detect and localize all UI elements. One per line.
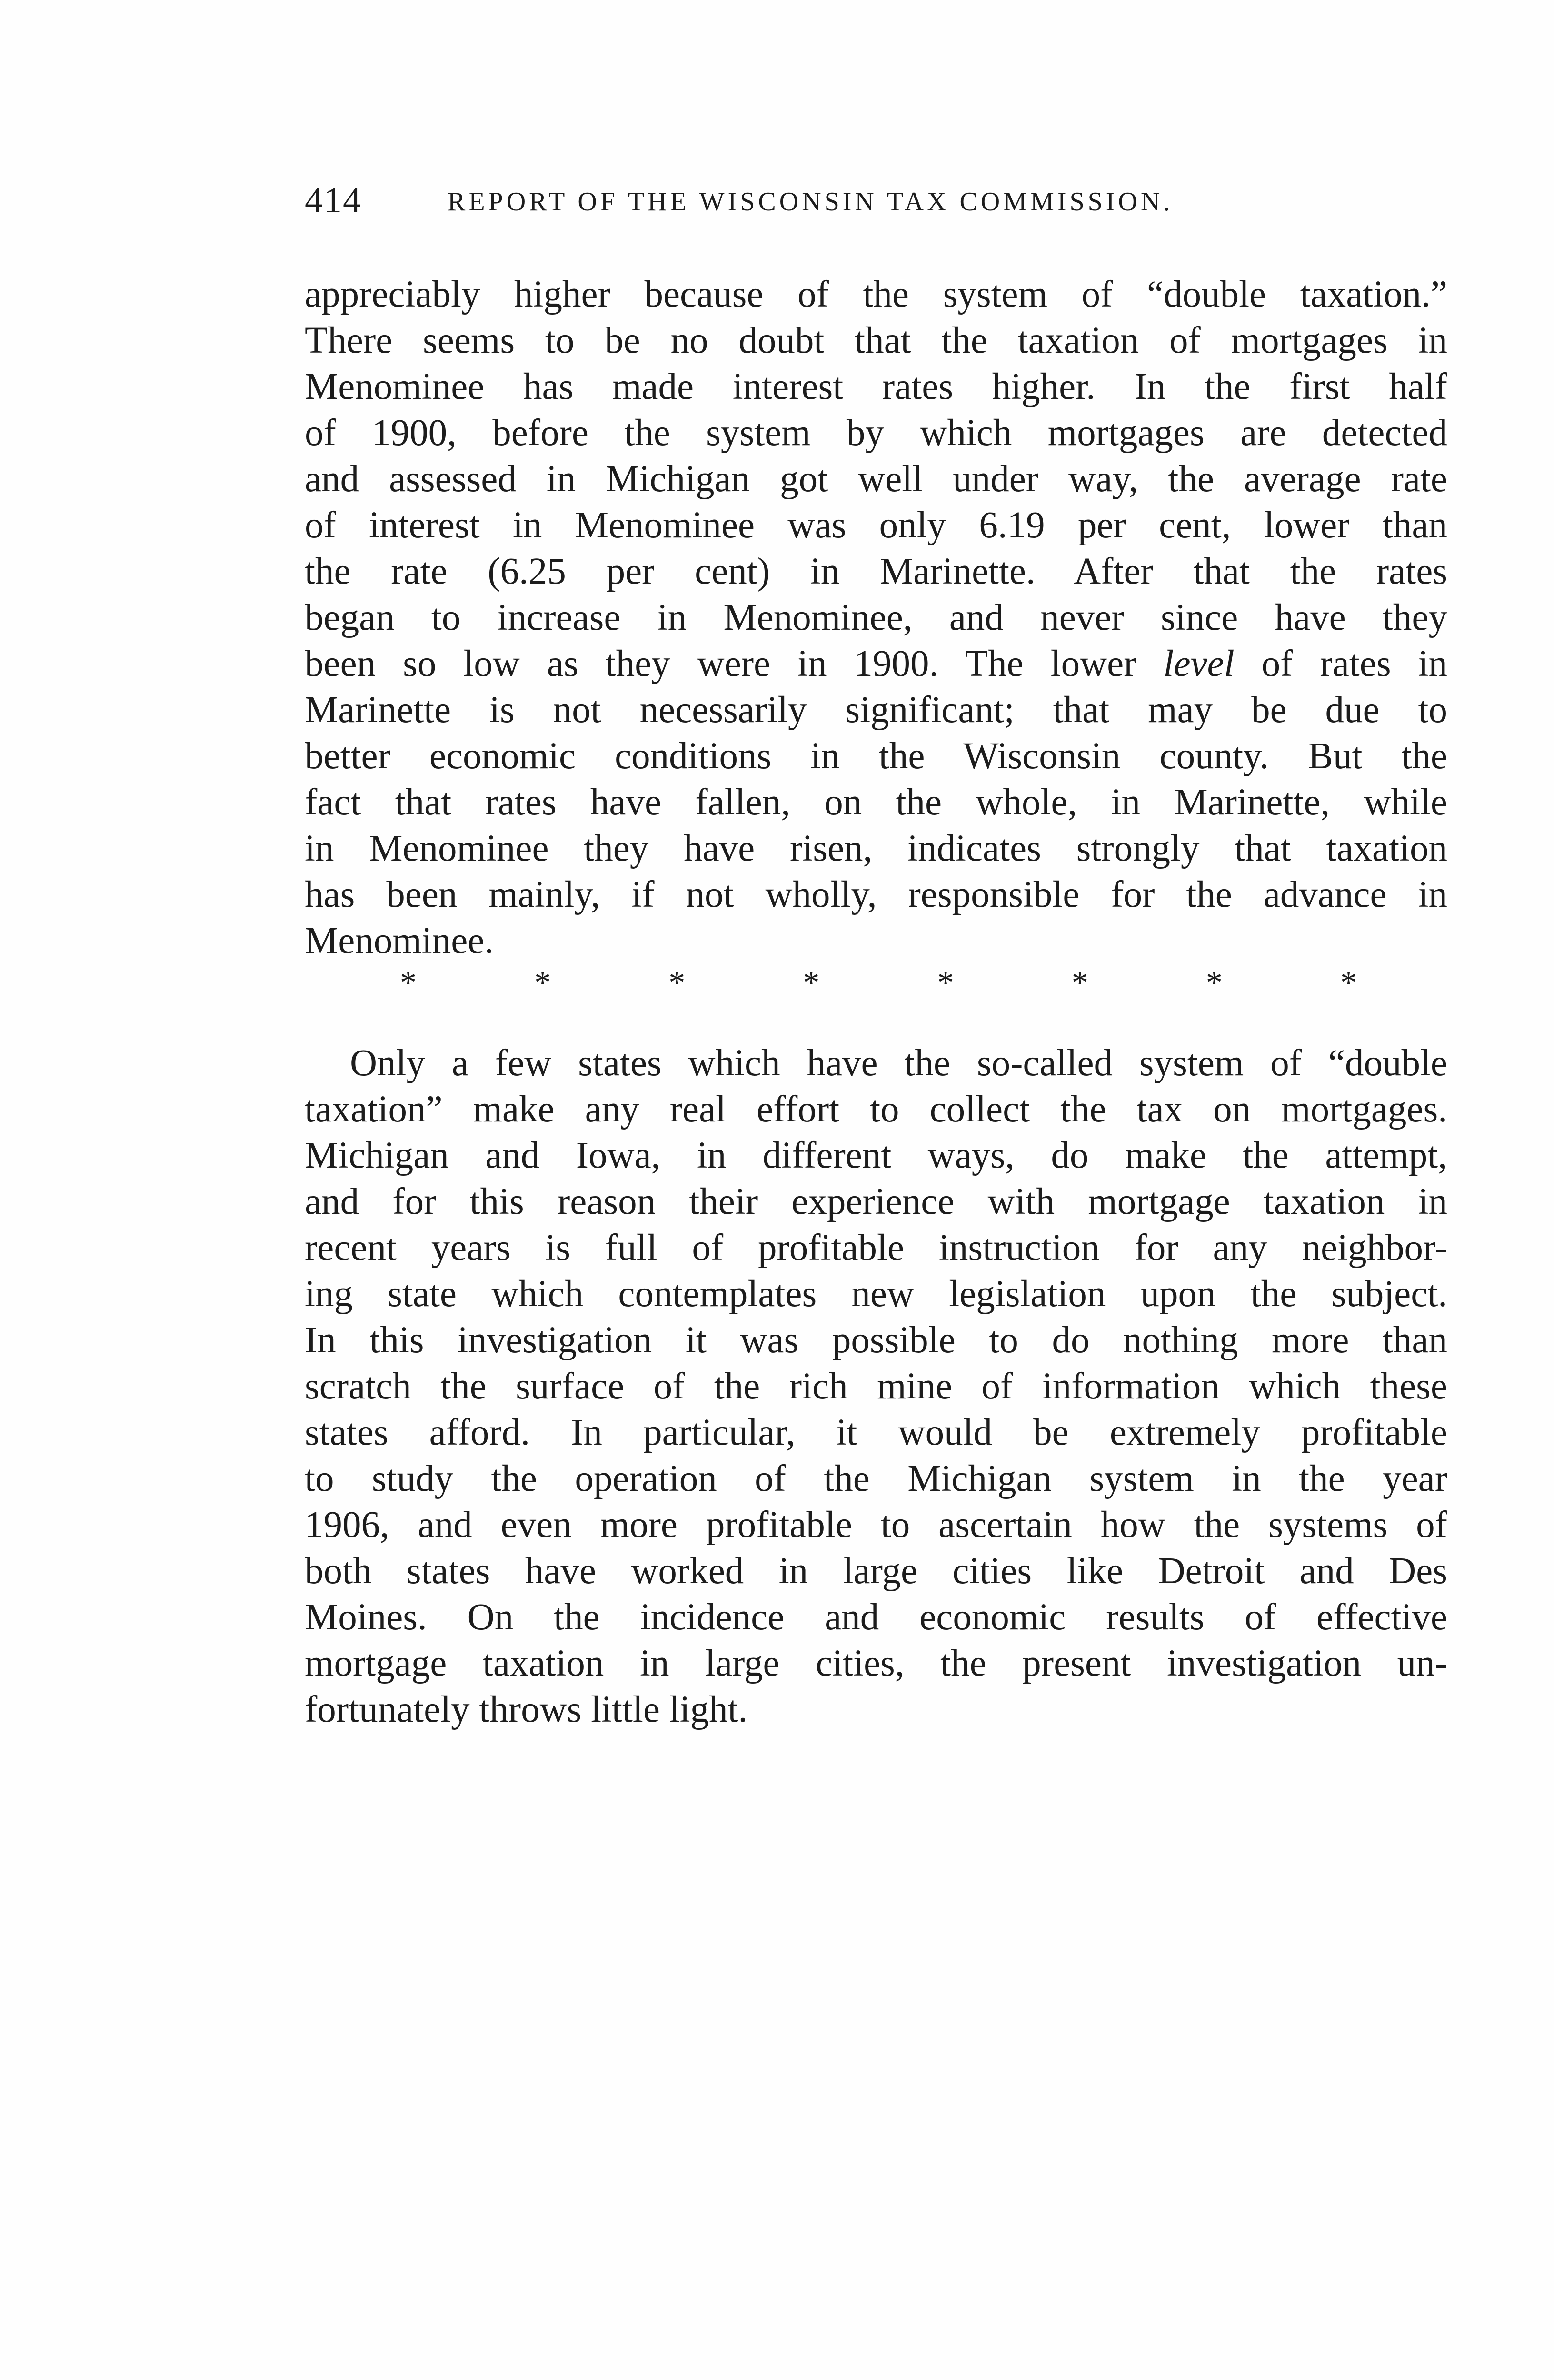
text-line: 1906, and even more profitable to ascertain how the systems of — [305, 1504, 1447, 1546]
text-line: In this investigation it was possible to do nothing more than — [305, 1319, 1447, 1361]
text-line: Moines. On the incidence and economic results of effective — [305, 1597, 1447, 1638]
italic-word: level — [1163, 643, 1235, 684]
asterisk: * — [1340, 964, 1357, 1001]
text-line: recent years is full of profitable instruction for any neighbor- — [305, 1227, 1447, 1269]
text-line: mortgage taxation in large cities, the present investigation un- — [305, 1643, 1447, 1684]
text-line: Menominee. — [305, 920, 494, 962]
text-line: ing state which contemplates new legislation upon the subject. — [305, 1273, 1447, 1315]
page-number: 414 — [305, 180, 362, 220]
text-line: Only a few states which have the so-called system of “double — [350, 1042, 1447, 1084]
text-line: Menominee has made interest rates higher. In the first half — [305, 366, 1447, 407]
text-line: Michigan and Iowa, in different ways, do make the attempt, — [305, 1135, 1447, 1176]
text-line: to study the operation of the Michigan system in the year — [305, 1458, 1447, 1499]
text-line: of interest in Menominee was only 6.19 per cent, lower than — [305, 505, 1447, 546]
asterisk: * — [400, 964, 417, 1001]
text-line: both states have worked in large cities like Detroit and Des — [305, 1550, 1447, 1592]
text-line: of 1900, before the system by which mortgages are detected — [305, 412, 1447, 454]
text-line-with-italic — [305, 641, 1447, 687]
section-separator — [400, 964, 1357, 1016]
asterisk: * — [803, 964, 820, 1001]
text-line: and assessed in Michigan got well under way, the average rate — [305, 458, 1447, 500]
text-line: in Menominee they have risen, indicates strongly that taxation — [305, 828, 1447, 869]
asterisk: * — [534, 964, 551, 1001]
text-line: better economic conditions in the Wisconsin county. But the — [305, 735, 1447, 777]
asterisk: * — [1205, 964, 1223, 1001]
text-line: the rate (6.25 per cent) in Marinette. After that the rates — [305, 551, 1447, 592]
paragraph-2 — [305, 1040, 1447, 1733]
text-line: appreciably higher because of the system of “double taxation.” — [305, 274, 1447, 315]
running-head — [305, 180, 1447, 232]
text-line: Marinette is not necessarily significant; that may be due to — [305, 689, 1447, 731]
asterisk: * — [937, 964, 954, 1001]
text-run: of rates in — [1261, 643, 1448, 684]
paragraph-1 — [305, 271, 1447, 964]
text-line: fortunately throws little light. — [305, 1689, 748, 1730]
text-line: fact that rates have fallen, on the whole, in Marinette, while — [305, 782, 1447, 823]
text-line: has been mainly, if not wholly, responsible for the advance in — [305, 874, 1447, 915]
text-line: There seems to be no doubt that the taxation of mortgages in — [305, 320, 1447, 361]
text-run: been so low as they were in 1900. The lower — [305, 643, 1136, 684]
asterisk: * — [668, 964, 686, 1001]
text-line: scratch the surface of the rich mine of information which these — [305, 1366, 1447, 1407]
running-title: REPORT OF THE WISCONSIN TAX COMMISSION. — [448, 187, 1174, 217]
text-line: began to increase in Menominee, and never since have they — [305, 597, 1447, 638]
text-line: and for this reason their experience with mortgage taxation in — [305, 1181, 1447, 1222]
asterisk: * — [1071, 964, 1088, 1001]
text-line: taxation” make any real effort to collect the tax on mortgages. — [305, 1089, 1447, 1130]
text-line: states afford. In particular, it would be extremely profitable — [305, 1412, 1447, 1453]
